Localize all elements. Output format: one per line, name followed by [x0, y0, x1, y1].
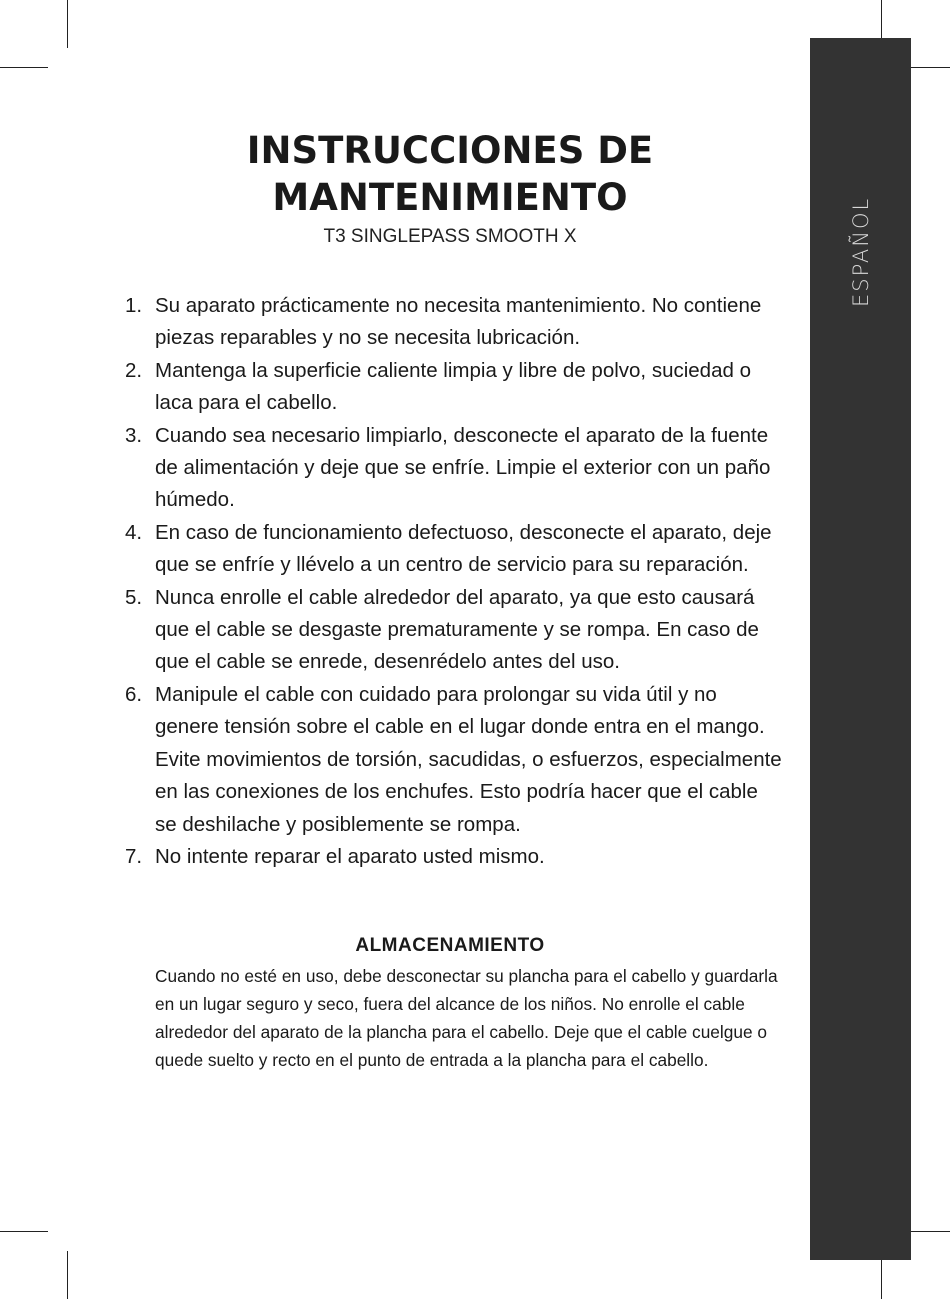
step-text: Manipule el cable con cuidado para prolongar su vida útil y no genere tensión sobre el cable en el lugar donde entra en el mango. Evite movimientos de torsión, sacudidas, o esfuerzos, especialmente en las conexiones de los enchufes. Esto podría hacer que el cable se deshilache y posiblemente se rompa.: [155, 682, 782, 836]
step-number: 4.: [125, 520, 143, 544]
list-item: [120, 841, 785, 873]
list-item: [120, 582, 785, 679]
page-title: [150, 127, 750, 221]
list-item: [120, 420, 785, 517]
list-item: [120, 679, 785, 841]
title-line-2: MANTENIMIENTO: [272, 176, 628, 219]
title-line-1: INSTRUCCIONES DE: [246, 129, 654, 172]
step-text: En caso de funcionamiento defectuoso, desconecte el aparato, deje que se enfríe y llévelo a un centro de servicio para su reparación.: [155, 520, 772, 577]
storage-paragraph: Cuando no esté en uso, debe desconectar su plancha para el cabello y guardarla en un lugar seguro y seco, fuera del alcance de los niños. No enrolle el cable alrededor del aparato de la plancha para el cabello. Deje que el cable cuelgue o quede suelto y recto en el punto de entrada a la plancha para el cabello.: [155, 966, 778, 1070]
step-number: 1.: [125, 294, 143, 317]
step-text: Mantenga la superficie caliente limpia y libre de polvo, suciedad o laca para el cabello.: [155, 358, 751, 415]
step-text: No intente reparar el aparato usted mismo.: [155, 844, 545, 868]
step-text: Cuando sea necesario limpiarlo, desconecte el aparato de la fuente de alimentación y deje que se enfríe. Limpie el exterior con un paño húmedo.: [155, 423, 771, 512]
product-subtitle: T3 SINGLEPASS SMOOTH X: [323, 226, 577, 247]
list-item: [120, 355, 785, 420]
list-item: [120, 517, 785, 582]
step-number: 2.: [125, 358, 143, 382]
step-number: 5.: [125, 585, 143, 609]
step-text: Su aparato prácticamente no necesita mantenimiento. No contiene piezas reparables y no se necesita lubricación.: [155, 294, 762, 350]
crop-mark: [0, 67, 48, 68]
step-text: Nunca enrolle el cable alrededor del aparato, ya que esto causará que el cable se desgaste prematuramente y se rompa. En caso de que el cable se enrede, desenrédelo antes del uso.: [155, 585, 759, 674]
language-label: ESPAÑOL: [849, 196, 873, 308]
list-item: [120, 290, 785, 355]
maintenance-steps-list: [120, 290, 785, 873]
crop-mark: [67, 0, 68, 48]
storage-heading: ALMACENAMIENTO: [355, 935, 545, 956]
crop-mark: [0, 1231, 48, 1232]
step-number: 3.: [125, 423, 143, 447]
crop-mark: [67, 1251, 68, 1299]
step-number: 7.: [125, 844, 143, 868]
step-number: 6.: [125, 682, 143, 706]
